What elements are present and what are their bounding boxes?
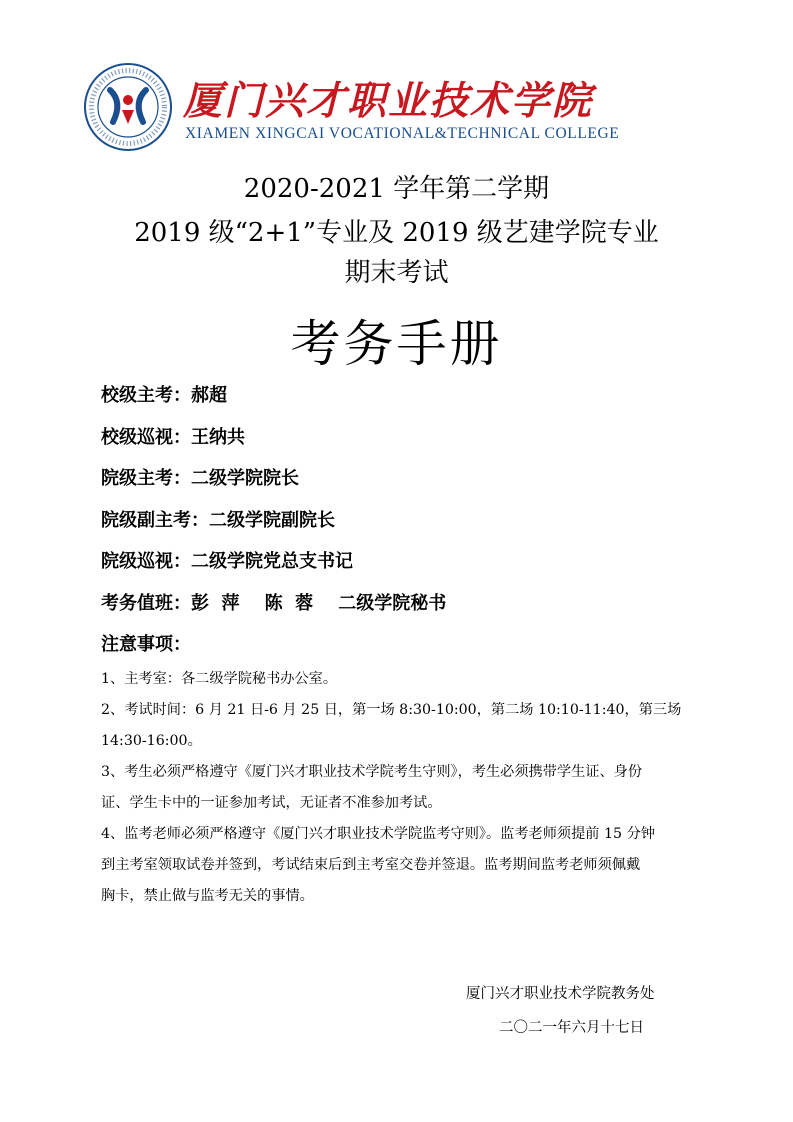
- staff-role: 院级巡视：: [101, 551, 191, 572]
- issuing-office: 厦门兴才职业技术学院教务处: [466, 986, 655, 1002]
- staff-role: 校级主考：: [101, 385, 191, 406]
- notice-line: 证、学生卡中的一证参加考试，无证者不准参加考试。: [101, 795, 442, 811]
- notice-line: 14:30-16:00。: [101, 733, 202, 749]
- staff-role: 院级副主考：: [101, 510, 209, 531]
- page-title: 考务手册: [290, 315, 503, 373]
- notice-line: 3、考生必须严格遵守《厦门兴才职业技术学院考生守则》，考生必须携带学生证、身份: [101, 764, 643, 780]
- college-name-chinese: 厦门兴才职业技术学院: [183, 78, 594, 124]
- notice-heading: 注意事项：: [101, 634, 191, 655]
- staff-role: 院级主考：: [101, 468, 191, 489]
- semester-title: 2020-2021 学年第二学期: [243, 174, 550, 204]
- staff-value: 二级学院院长: [191, 468, 299, 489]
- staff-row-college-chief-examiner: [101, 464, 299, 490]
- program-title: 2019 级“2+1”专业及 2019 级艺建学院专业: [134, 218, 659, 248]
- notice-line: 4、监考老师必须严格遵守《厦门兴才职业技术学院监考守则》。监考老师须提前 15 分钟: [101, 826, 655, 842]
- notice-list: [101, 664, 696, 912]
- notice-line: 胸卡，禁止做与监考无关的事情。: [101, 888, 314, 904]
- staff-row-college-inspector: [101, 547, 353, 573]
- notice-line: 2、考试时间：6 月 21 日-6 月 25 日，第一场 8:30-10:00，第二场 10:10-11:40，第三场: [101, 702, 682, 718]
- notice-line: 1、主考室：各二级学院秘书办公室。: [101, 671, 338, 687]
- exam-title: 期末考试: [344, 258, 449, 288]
- staff-value: 二级学院副院长: [209, 510, 335, 531]
- college-emblem-icon: [83, 62, 173, 152]
- staff-value: 彭 萍 陈 蓉 二级学院秘书: [191, 593, 447, 614]
- staff-row-school-chief-examiner: [101, 381, 227, 407]
- staff-value: 王纳共: [191, 427, 245, 448]
- staff-value: 二级学院党总支书记: [191, 551, 353, 572]
- staff-value: 郝超: [191, 385, 227, 406]
- staff-role: 校级巡视：: [101, 427, 191, 448]
- staff-row-school-inspector: [101, 423, 245, 449]
- staff-role: 考务值班：: [101, 593, 191, 614]
- college-header: [83, 62, 643, 162]
- college-name-english: XIAMEN XINGCAI VOCATIONAL&TECHNICAL COLLEGE: [185, 125, 620, 142]
- staff-row-college-deputy-examiner: [101, 506, 335, 532]
- issue-date: 二〇二一年六月十七日: [499, 1020, 644, 1036]
- staff-row-duty-officers: [101, 589, 446, 615]
- notice-line: 到主考室领取试卷并签到，考试结束后到主考室交卷并签退。监考期间监考老师须佩戴: [101, 857, 641, 873]
